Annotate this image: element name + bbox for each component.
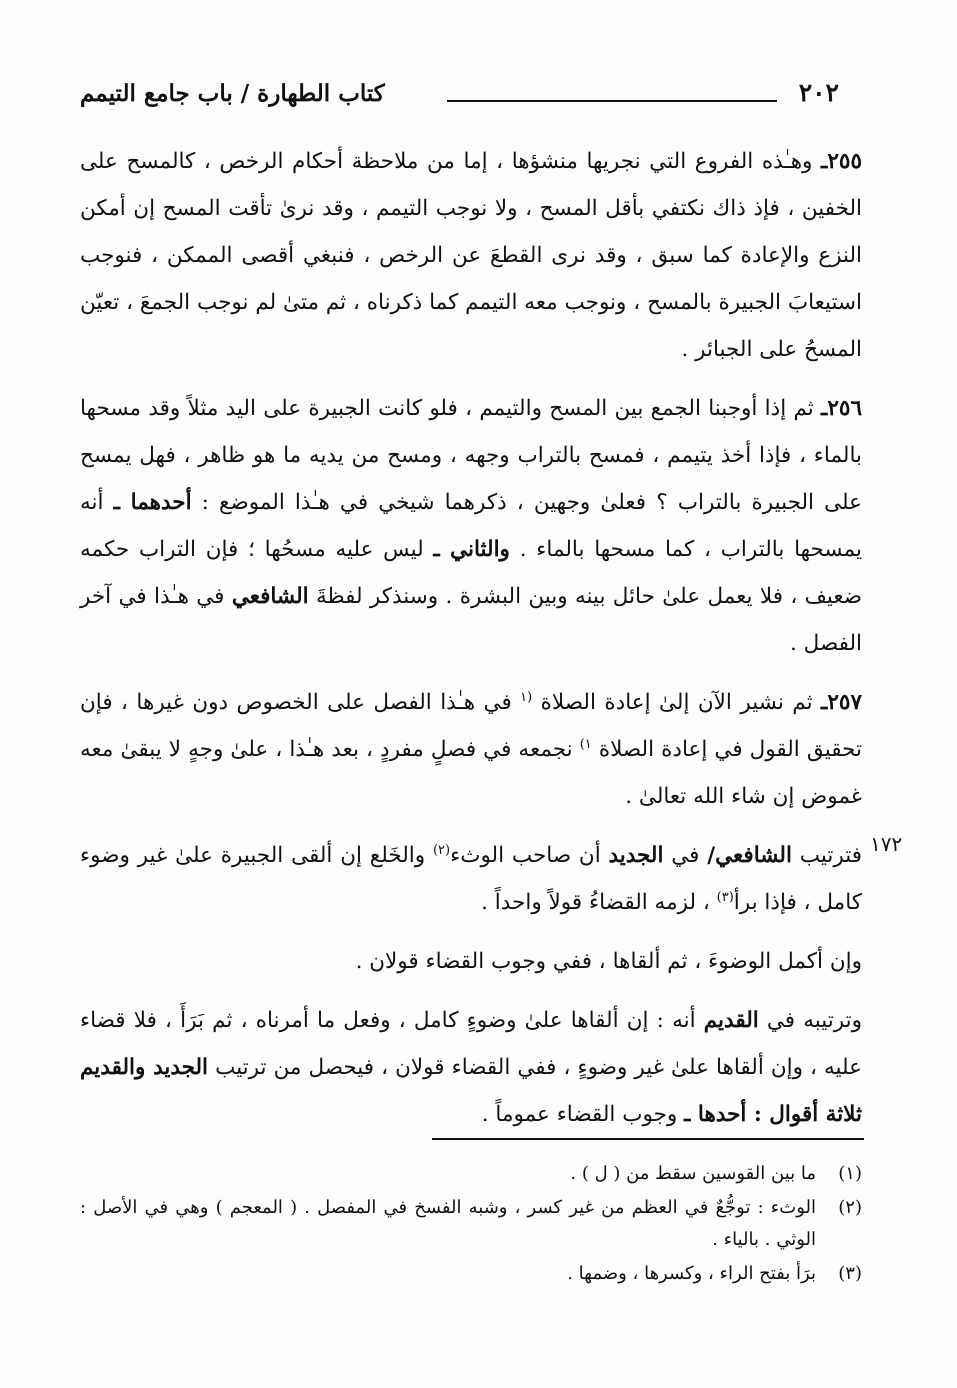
bold-term: والثاني ـ — [433, 537, 510, 562]
footnotes — [80, 1158, 862, 1292]
footnote-mark: (١) — [838, 1163, 862, 1184]
bold-term: أحدهما ـ — [113, 490, 192, 515]
bold-term: الشافعي — [231, 584, 309, 609]
paragraph-257 — [80, 679, 862, 820]
bold-term: الجديد والقديم ثلاثة أقوال : أحدها ـ — [80, 1055, 862, 1127]
paragraph-256 — [80, 385, 862, 667]
manuscript-margin-number: ١٧٢ — [870, 832, 903, 856]
paragraph-new-ruling — [80, 832, 862, 926]
paragraph-text: فترتيب — [791, 843, 862, 868]
running-title: كتاب الطهارة / باب جامع التيمم — [80, 80, 385, 107]
bold-term: الشافعي/ — [707, 843, 792, 868]
paragraph-text: والخَلع إن ألقى الجبيرة علىٰ غير وضوء كامل ، فإذا برأ — [80, 843, 862, 915]
page-header — [80, 78, 839, 118]
paragraph-text: أنه يمسحها بالتراب ، كما مسحها بالماء . — [80, 490, 863, 562]
paragraph-text: وإن أكمل الوضوءَ ، ثم ألقاها ، ففي وجوب القضاء قولان . — [355, 949, 862, 974]
page-number: ٢٠٢ — [798, 78, 839, 107]
footnote-rule — [432, 1138, 864, 1140]
paragraph-text: ، لزمه القضاءُ قولاً واحداً . — [481, 890, 717, 915]
paragraph-two-opinions — [80, 938, 862, 985]
paragraph-text: أنه : إن ألقاها علىٰ وضوءٍ كامل ، وفعل ما أمرناه ، ثم بَرَأَ ، فلا قضاء عليه ، وإن ألقاها علىٰ غير وضوءٍ ، ففي القضاء قولان ، فيحصل من ترتيب — [80, 1008, 862, 1080]
paragraph-number: ٢٥٥ـ — [821, 149, 862, 174]
footnote-text: الوثء : توجُّعٌ في العظم من غير كسر ، وشبه الفسخ في المفصل . ( المعجم ) وهي في الأصل : الوثي . بالياء . — [80, 1197, 816, 1250]
paragraph-old-ruling — [80, 997, 862, 1138]
paragraph-text: أن صاحب الوثء — [450, 843, 609, 868]
paragraph-text: ثم إذا أوجبنا الجمع بين المسح والتيمم ، فلو كانت الجبيرة على اليد مثلاً وقد مسحها بالماء ، فإذا أخذ يتيمم ، فمسح بالتراب وجهه ، ومسح من يديه ما هو ظاهر ، فهل يمسح على الجبيرة بالتراب ؟ فعلىٰ وجهين ، ذكرهما شيخي في هـٰذا الموضع : — [80, 396, 862, 515]
footnote-item — [80, 1158, 862, 1190]
paragraph-text: في — [663, 843, 708, 868]
footnote-ref: (١ — [520, 689, 533, 705]
footnote-item — [80, 1192, 862, 1256]
paragraph-text: ثم نشير الآن إلىٰ إعادة الصلاة — [532, 690, 822, 715]
paragraph-text: ليس عليه مسحُها ؛ فإن التراب حكمه ضعيف ، فلا يعمل علىٰ حائل بينه وبين البشرة . وسنذكر لفظةَ — [80, 537, 862, 609]
footnote-ref: (٣) — [716, 889, 734, 905]
paragraph-text: نجمعه في فصلٍ مفردٍ ، بعد هـٰذا ، علىٰ وجهٍ لا يبقىٰ معه غموض إن شاء الله تعالىٰ . — [80, 737, 862, 809]
paragraph-text: في هـٰذا الفصل على الخصوص دون غيرها ، فإن تحقيق القول في إعادة الصلاة — [80, 690, 863, 762]
paragraph-text: في هـٰذا في آخر الفصل . — [80, 584, 862, 656]
footnote-text: ما بين القوسين سقط من ( ل ) . — [570, 1163, 816, 1184]
footnote-mark: (٢) — [838, 1197, 862, 1218]
paragraph-text: وترتيبه في — [758, 1008, 862, 1033]
footnote-item — [80, 1258, 862, 1290]
header-rule — [447, 100, 777, 102]
bold-term: القديم — [703, 1008, 759, 1033]
footnote-mark: (٣) — [838, 1263, 862, 1284]
paragraph-number: ٢٥٦ـ — [821, 396, 862, 421]
paragraph-255 — [80, 138, 862, 373]
bold-term: الجديد — [608, 843, 664, 868]
paragraph-text: وجوب القضاء عموماً . — [481, 1102, 685, 1127]
footnote-text: برَأ بفتح الراء ، وكسرها ، وضمها . — [567, 1263, 816, 1284]
footnote-ref: ١) — [579, 736, 592, 752]
footnote-ref: (٢) — [432, 842, 451, 858]
paragraph-text: وهـٰذه الفروع التي نجريها منشؤها ، إما من ملاحظة أحكام الرخص ، كالمسح على الخفين ، فإذ ذاك نكتفي بأقل المسح ، ولا نوجب التيمم ، وقد نرىٰ تأقت المسح إن أمكن النزع والإعادة كما سبق ، وقد نرى القطعَ عن الرخص ، فنبغي أقصى الممكن ، فنوجب استيعابَ الجبيرة بالمسح ، ونوجب معه التيمم كما ذكرناه ، ثم متىٰ لم نوجب الجمعَ ، تعيّن المسحُ على الجبائر . — [80, 149, 862, 362]
page-body — [80, 138, 862, 1150]
paragraph-number: ٢٥٧ـ — [821, 690, 862, 715]
